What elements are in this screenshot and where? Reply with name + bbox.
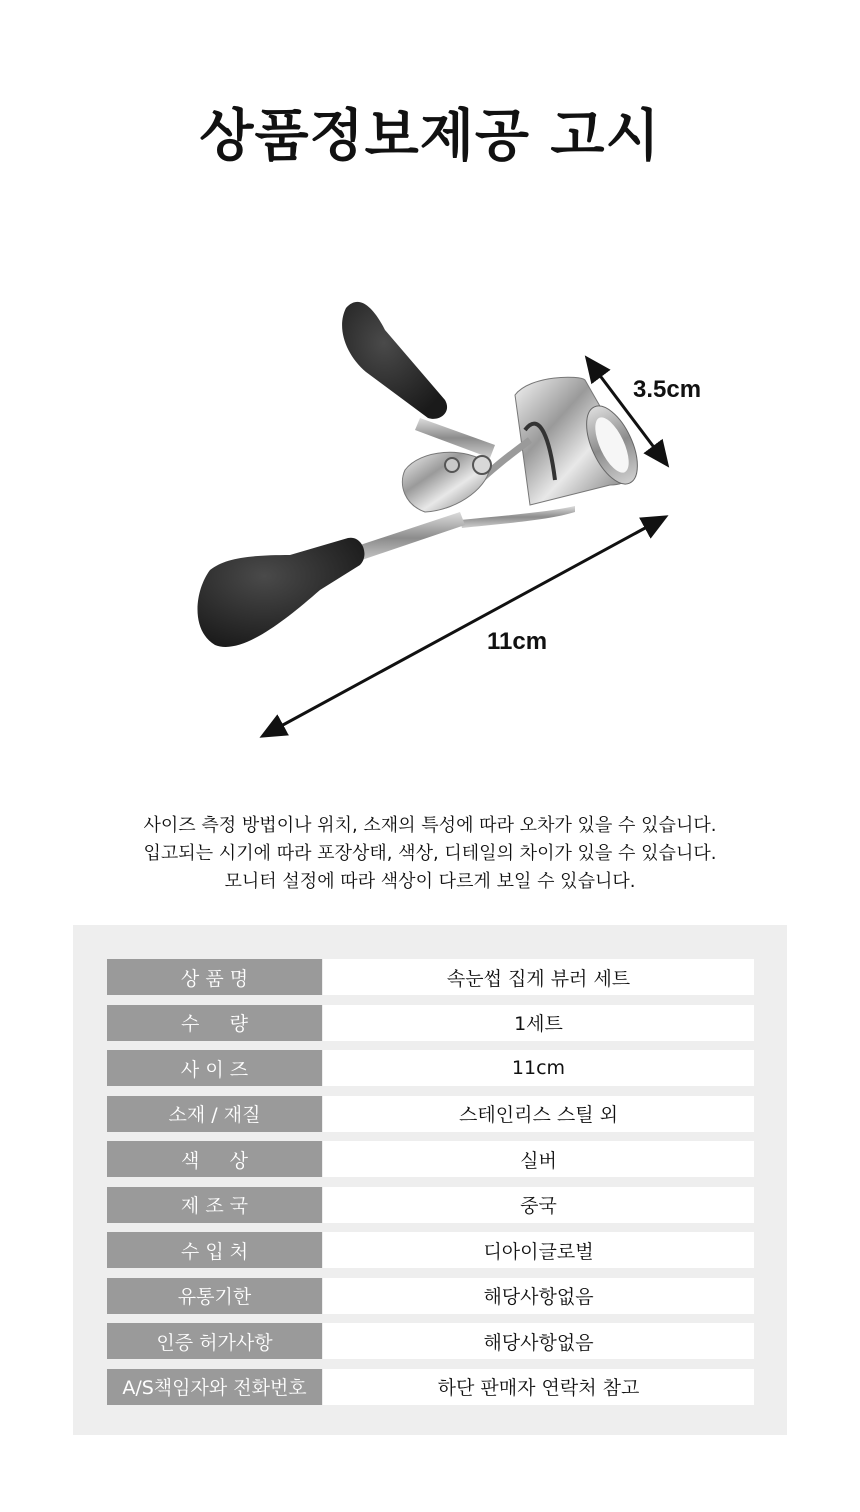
row-value: 11cm — [323, 1050, 754, 1086]
table-row — [107, 1050, 754, 1086]
notice-line: 사이즈 측정 방법이나 위치, 소재의 특성에 따라 오차가 있을 수 있습니다. — [143, 815, 717, 836]
row-value: 속눈썹 집게 뷰러 세트 — [323, 959, 754, 995]
table-row — [107, 1187, 754, 1223]
notice-line: 입고되는 시기에 따라 포장상태, 색상, 디테일의 차이가 있을 수 있습니다. — [143, 843, 717, 864]
notice-text — [0, 812, 860, 896]
row-value: 해당사항없음 — [323, 1278, 754, 1314]
row-value: 해당사항없음 — [323, 1323, 754, 1359]
row-value: 실버 — [323, 1141, 754, 1177]
row-label: 수 량 — [107, 1005, 322, 1041]
table-row — [107, 1323, 754, 1359]
table-row — [107, 1369, 754, 1405]
row-value: 중국 — [323, 1187, 754, 1223]
row-label: 인증 허가사항 — [107, 1323, 322, 1359]
row-label: A/S책임자와 전화번호 — [107, 1369, 322, 1405]
row-label: 상 품 명 — [107, 959, 322, 995]
table-row — [107, 1232, 754, 1268]
table-row — [107, 959, 754, 995]
row-label: 제 조 국 — [107, 1187, 322, 1223]
product-info-table — [107, 959, 754, 1405]
row-label: 소재 / 재질 — [107, 1096, 322, 1132]
row-label: 사 이 즈 — [107, 1050, 322, 1086]
table-row — [107, 1096, 754, 1132]
page-title: 상품정보제공 고시 — [199, 104, 661, 169]
length-dimension-label: 11cm — [487, 628, 548, 655]
table-row — [107, 1278, 754, 1314]
notice-line: 모니터 설정에 따라 색상이 다르게 보일 수 있습니다. — [224, 871, 636, 892]
table-row — [107, 1141, 754, 1177]
row-label: 유통기한 — [107, 1278, 322, 1314]
width-dimension-label: 3.5cm — [633, 376, 702, 403]
eyelash-curler-icon — [170, 280, 710, 760]
row-value: 스테인리스 스틸 외 — [323, 1096, 754, 1132]
row-label: 수 입 처 — [107, 1232, 322, 1268]
row-value: 하단 판매자 연락처 참고 — [323, 1369, 754, 1405]
product-info-box — [73, 925, 787, 1435]
row-value: 1세트 — [323, 1005, 754, 1041]
table-row — [107, 1005, 754, 1041]
row-label: 색 상 — [107, 1141, 322, 1177]
row-value: 디아이글로벌 — [323, 1232, 754, 1268]
